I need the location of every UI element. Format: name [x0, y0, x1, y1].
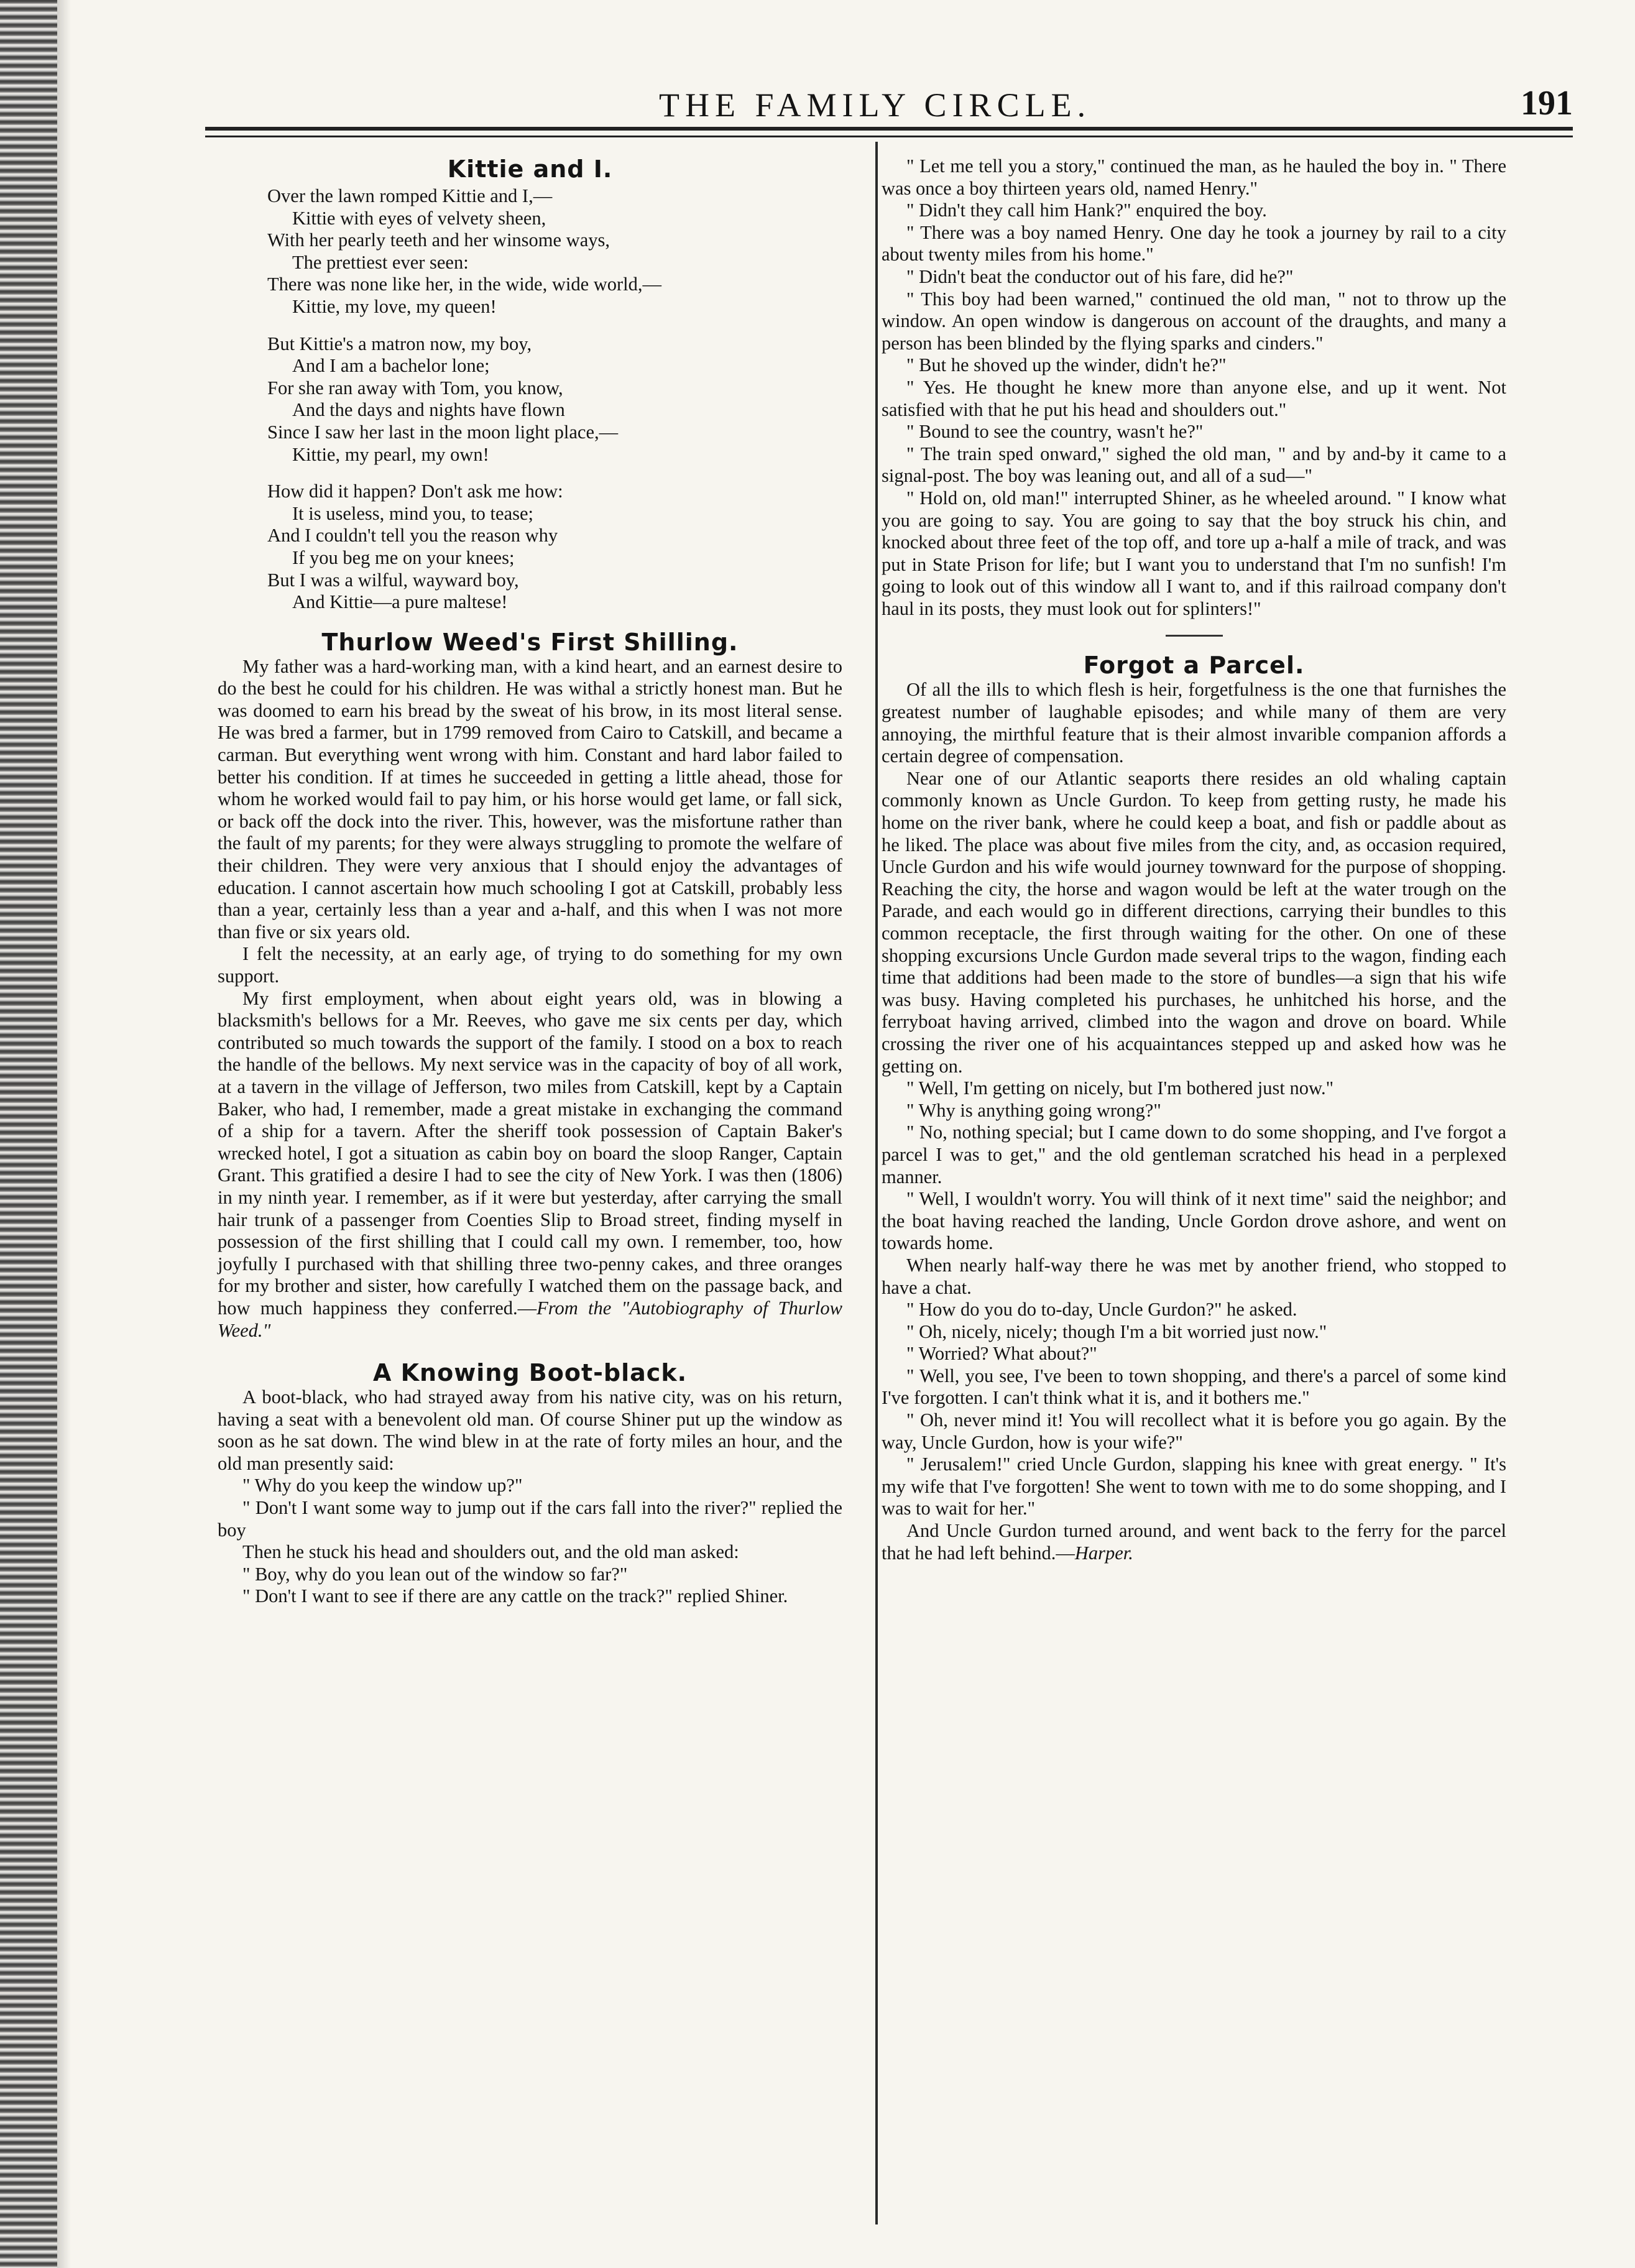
article-paragraph: " The train sped onward," sighed the old man, " and by and-by it came to a signal-post. The boy was leaning out, and all of a sud—" — [882, 443, 1506, 487]
poem-line: It is useless, mind you, to tease; — [292, 502, 533, 524]
right-column — [882, 155, 1506, 1564]
page-number: 191 — [1521, 84, 1573, 122]
poem-line: There was none like her, in the wide, wide world,— — [267, 274, 662, 295]
poem-line: And Kittie—a pure maltese! — [292, 591, 508, 613]
article-title-thurlow: Thurlow Weed's First Shilling. — [321, 628, 739, 656]
article-paragraph: " Why is anything going wrong?" — [906, 1099, 1161, 1121]
paragraph-text: And Uncle Gurdon turned around, and went back to the ferry for the parcel that he had left behind.— — [882, 1520, 1506, 1564]
article-paragraph: " This boy had been warned," continued the old man, " not to throw up the window. An open window is dangerous on account of the draughts, and many a person has been blinded by the flying sparks and cinders." — [882, 288, 1506, 354]
page-header — [205, 80, 1573, 131]
article-paragraph: " Well, I wouldn't worry. You will think of it next time" said the neighbor; and the boat having reached the landing, Uncle Gordon drove ashore, and went on towards home. — [882, 1188, 1506, 1254]
poem-line: Since I saw her last in the moon light place,— — [267, 421, 619, 443]
poem-stanza — [218, 333, 842, 466]
article-paragraph — [218, 988, 842, 1342]
article-source: From the "Autobiography of Thurlow Weed." — [218, 1297, 842, 1341]
article-paragraph: " Bound to see the country, wasn't he?" — [906, 421, 1204, 443]
spine-shadow — [57, 0, 71, 2268]
poem-stanza — [218, 481, 842, 614]
article-paragraph: Then he stuck his head and shoulders out, and the old man asked: — [242, 1541, 739, 1563]
article-paragraph: " Why do you keep the window up?" — [242, 1475, 523, 1496]
article-paragraph: " But he shoved up the winder, didn't he?" — [906, 354, 1227, 376]
article-paragraph: When nearly half-way there he was met by another friend, who stopped to have a chat. — [882, 1254, 1506, 1298]
spacer — [218, 1342, 842, 1359]
article-title-parcel: Forgot a Parcel. — [1083, 652, 1305, 680]
article-paragraph: " Don't I want to see if there are any cattle on the track?" replied Shiner. — [242, 1585, 788, 1607]
article-paragraph: " Don't I want some way to jump out if the cars fall into the river?" replied the boy — [218, 1497, 842, 1541]
section-divider — [1166, 635, 1223, 637]
poem-line: But I was a wilful, wayward boy, — [267, 569, 519, 591]
article-title-bootblack: A Knowing Boot-black. — [372, 1359, 688, 1387]
article-paragraph: " Oh, never mind it! You will recollect what it is before you go again. By the way, Uncle Gurdon, how is your wife?" — [882, 1409, 1506, 1453]
article-paragraph: " Jerusalem!" cried Uncle Gurdon, slapping his knee with great energy. " It's my wife that I've forgotten! She went to town with me to do some shopping, and I was to wait for her." — [882, 1454, 1506, 1519]
article-paragraph: My father was a hard-working man, with a kind heart, and an earnest desire to do the best he could for his children. He was withal a strictly honest man. But he was doomed to earn his bread by the sweat of his brow, in its most literal sense. He was bred a farmer, but in 1799 removed from Cairo to Catskill, and became a carman. But everything went wrong with him. Constant and hard labor failed to better his condition. If at times he succeeded in getting a little ahead, those for whom he worked would fail to pay him, or his horse would get lame, or fall sick, or back off the dock into the river. This, however, was the misfortune rather than the fault of my parents; for they were always struggling to promote the welfare of their children. They were very anxious that I should enjoy the advantages of education. I cannot ascertain how much schooling I got at Catskill, probably less than a year, certainly less than a year and a-half, and this when I was not more than five or six years old. — [218, 655, 842, 943]
article-paragraph: " Yes. He thought he knew more than anyone else, and up it went. Not satisfied with that he put his head and shoulders out." — [882, 376, 1506, 420]
article-paragraph: " Didn't beat the conductor out of his fare, did he?" — [906, 265, 1294, 287]
article-paragraph: " There was a boy named Henry. One day he took a journey by rail to a city about twenty miles from his home." — [882, 221, 1506, 265]
poem-body — [218, 185, 842, 614]
article-paragraph: " No, nothing special; but I came down to do some shopping, and I've forgot a parcel I was to get," and the old gentleman scratched his head in a perplexed manner. — [882, 1122, 1506, 1187]
poem-line: And I am a bachelor lone; — [292, 355, 490, 377]
article-paragraph: " How do you do to-day, Uncle Gurdon?" he asked. — [906, 1299, 1297, 1321]
article-paragraph: " Didn't they call him Hank?" enquired the boy. — [906, 200, 1267, 221]
article-paragraph: " Boy, why do you lean out of the window so far?" — [242, 1563, 628, 1585]
article-paragraph: " Let me tell you a story," continued the man, as he hauled the boy in. " There was once a boy thirteen years old, named Henry." — [882, 155, 1506, 199]
article-paragraph: I felt the necessity, at an early age, of trying to do something for my own support. — [218, 943, 842, 987]
article-paragraph: " Well, I'm getting on nicely, but I'm bothered just now." — [906, 1077, 1334, 1099]
running-title: THE FAMILY CIRCLE. — [659, 86, 1092, 124]
poem-title: Kittie and I. — [447, 155, 613, 183]
left-column — [218, 155, 842, 1608]
article-paragraph: Near one of our Atlantic seaports there resides an old whaling captain commonly known as Uncle Gurdon. To keep from getting rusty, he made his home on the river bank, where he could keep a boat, and fish or paddle about as he liked. The place was about five miles from the city, and, as occasion required, Uncle Gurdon and his wife would journey townward for the purpose of shopping. Reaching the city, the horse and wagon would be left at the water trough on the Parade, and each would go in different directions, carrying their bundles to this common receptacle, the first through waiting for the other. On one of these shopping excursions Uncle Gurdon made several trips to the wagon, finding each time that additions had been made to the store of bundles—a sign that his wife was busy. Having completed his purchases, he unhitched his horse, and the ferryboat having arrived, climbed into the wagon and drove on board. While crossing the river one of his acquaintances stepped up and asked how was he getting on. — [882, 767, 1506, 1077]
article-paragraph — [882, 1520, 1506, 1564]
poem-line: And the days and nights have flown — [292, 399, 565, 421]
article-source: Harper. — [1074, 1542, 1133, 1564]
column-divider — [875, 142, 878, 2224]
poem-line: Over the lawn romped Kittie and I,— — [267, 185, 553, 206]
poem-line: Kittie with eyes of velvety sheen, — [292, 207, 546, 229]
header-rule-thick — [205, 127, 1573, 131]
article-paragraph: " Well, you see, I've been to town shopping, and there's a parcel of some kind I've forgotten. I can't think what it is, and it bothers me." — [882, 1365, 1506, 1409]
article-paragraph: A boot-black, who had strayed away from his native city, was on his return, having a seat with a benevolent old man. Of course Shiner put up the window as soon as he sat down. The wind blew in at the rate of forty miles an hour, and the old man presently said: — [218, 1386, 842, 1474]
paragraph-text: My first employment, when about eight years old, was in blowing a blacksmith's bellows for a Mr. Reeves, who gave me six cents per day, which contributed so much towards the support of the family. I stood on a box to reach the handle of the bellows. My next service was in the capacity of boy of all work, at a tavern in the village of Jefferson, two miles from Catskill, kept by a Captain Baker, who had, I remember, made a great mistake in exchanging the command of a ship for a tavern. After the sheriff took possession of Captain Baker's wrecked hotel, I got a situation as cabin boy on board the sloop Ranger, Captain Grant. This gratified a desire I had to see the city of New York. I was then (1806) in my ninth year. I remember, as if it were but yesterday, after carrying the small hair trunk of a passenger from Coenties Slip to Broad street, finding myself in possession of the first shilling that I could call my own. I remember, too, how joyfully I purchased with that shilling three two-penny cakes, and three oranges for my brother and sister, how carefully I watched them on the passage back, and how much happiness they conferred.— — [218, 987, 842, 1319]
article-paragraph: " Hold on, old man!" interrupted Shiner, as he wheeled around. " I know what you are going to say. You are going to say that the boy struck his chin, and knocked about three feet of the top off, and tore up a-half a mile of track, and was put in State Prison for life; but I want you to understand that I'm no sunfish! I'm going to look out of this window all I want to, and if this railroad company don't haul in its posts, they must look out for splinters!" — [882, 487, 1506, 619]
poem-line: The prettiest ever seen: — [292, 251, 469, 273]
poem-line: And I couldn't tell you the reason why — [267, 525, 558, 546]
poem-line: If you beg me on your knees; — [292, 546, 515, 568]
poem-line: Kittie, my love, my queen! — [292, 295, 497, 317]
header-rule-thin — [205, 136, 1573, 137]
page-spine-binding — [0, 0, 57, 2268]
article-paragraph: Of all the ills to which flesh is heir, forgetfulness is the one that furnishes the greatest number of laughable episodes; and while many of them are very annoying, the mirthful feature that is their almost invarible companion affords a certain degree of compensation. — [882, 679, 1506, 767]
poem-line: For she ran away with Tom, you know, — [267, 377, 563, 399]
article-paragraph: " Oh, nicely, nicely; though I'm a bit worried just now." — [906, 1321, 1327, 1342]
article-paragraph: " Worried? What about?" — [906, 1343, 1097, 1365]
poem-stanza — [218, 185, 842, 318]
poem-line: With her pearly teeth and her winsome ways, — [267, 229, 610, 251]
poem-line: But Kittie's a matron now, my boy, — [267, 333, 532, 354]
poem-line: Kittie, my pearl, my own! — [292, 443, 489, 465]
poem-line: How did it happen? Don't ask me how: — [267, 481, 563, 502]
